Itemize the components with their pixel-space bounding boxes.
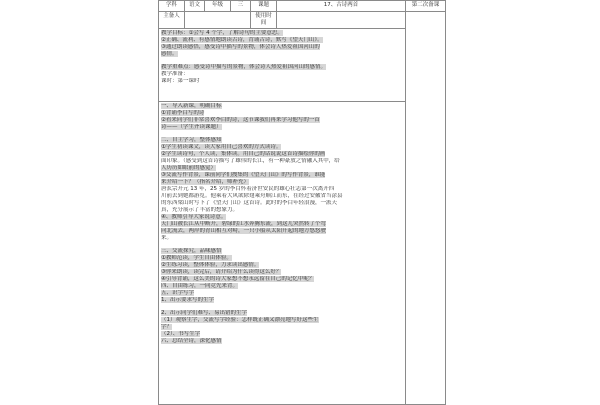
header-row <box>159 1 446 12</box>
step-line <box>161 110 403 117</box>
step-line-text: ③你来朗读，读完后，请介绍为什么读得这么好？ <box>161 269 282 275</box>
objective-line-text: 教学目标：①会写 4 个字，了解诗句的主要意思。 <box>161 30 283 36</box>
step-line-text: 一、导入新课，明确目标 <box>161 103 222 109</box>
step-line-text: 向北流去，两岸的青山相互对峙，一只小船从太阳升起的地方悠悠驶 <box>161 228 327 234</box>
step-line <box>161 269 403 276</box>
step-line <box>161 228 403 235</box>
step-line <box>161 179 403 186</box>
step-line <box>161 151 403 158</box>
objective-line-text: 教学准备： <box>161 71 189 77</box>
step-line <box>161 124 403 131</box>
preparer-value <box>185 12 251 29</box>
topic-value: 17、古诗两首 <box>277 1 406 12</box>
step-line-text: 三、交流探究，品味感悟 <box>161 248 222 254</box>
objective-line-text: 感情。 <box>161 51 178 57</box>
step-line <box>161 262 403 269</box>
lesson-plan-table <box>158 0 446 405</box>
step-line-text: ②生练习读，整体体验，力求读出感情。 <box>161 262 260 268</box>
second-prep-label: 第二次备课 <box>406 1 446 12</box>
step-line <box>161 235 403 242</box>
grade-label: 年级 <box>205 1 231 12</box>
step-line-text: 人历历如眼前的感觉） <box>161 165 217 171</box>
step-line-text: 的东西梁山时写下了《望天门山》这首诗。此时的李白年轻浪漫，一派天 <box>161 200 338 206</box>
step-line-text: ②看来同学们非常喜欢李白的诗，这节课我们再来学习他写的一首 <box>161 117 320 123</box>
objectives-row <box>159 29 446 102</box>
step-line <box>161 137 403 144</box>
step-line <box>161 103 403 110</box>
step-line <box>161 221 403 228</box>
step-line-text: ②学生读诗句，个人读，集体读。用自己的话说说这首诗描绘你的画 <box>161 151 326 157</box>
step-line-text: 唐玄宗开元 13 年，25 岁的李白怀着济世安民的雄心壮志第一次离开四 <box>161 186 335 192</box>
step-line <box>161 317 403 324</box>
objectives-block <box>161 30 403 85</box>
step-line-text: 四、自由练习，一同竞先来背。 <box>161 283 239 289</box>
objective-line <box>161 37 403 44</box>
step-line-text: 2、出示同学们难写、易出错的生字 <box>161 310 248 316</box>
objective-line-text: 教学重难点：感受诗中描写的景物，体会诗人热爱祖国河山的感情。 <box>161 64 327 70</box>
step-line <box>161 193 403 200</box>
step-line <box>161 144 403 151</box>
objective-line <box>161 44 403 51</box>
subject-value: 语文 <box>185 1 205 12</box>
step-line-text: 诗——（学生齐读课题） <box>161 124 222 130</box>
second-prep-column <box>406 12 446 405</box>
objective-line-text: 课时：第一课时 <box>161 78 200 84</box>
subject-label: 学科 <box>159 1 185 12</box>
objective-line-text: ②正确、流利、有感情地朗读古诗，背诵古诗，默写《望天门山》。 <box>161 37 323 43</box>
step-line-text: （1）观察生字，交流写字经验：怎样既正确又漂亮地写好这些生 <box>161 317 319 323</box>
date-value <box>277 12 406 29</box>
step-line <box>161 248 403 255</box>
step-line-text: 来。 <box>161 235 173 241</box>
step-line-text: 字？ <box>161 324 173 330</box>
step-line-text: ①教师范读，学生自由体验。 <box>161 255 232 261</box>
step-line-text: 真，充分展示了丰富的想象力。 <box>161 207 239 213</box>
step-line <box>161 283 403 290</box>
step-line <box>161 338 403 345</box>
step-line <box>161 117 403 124</box>
step-line-text: ①学生初读课文，读大家用自己喜欢的方式读诗。 <box>161 144 282 150</box>
step-line-text: ④引导背诵，这么美的诗大家想不想永远留在自己的记忆中呢？ <box>161 276 315 282</box>
teaching-steps-block <box>161 103 403 345</box>
step-line-text: ①背诵李白写的诗 <box>161 110 205 116</box>
grade-value: 三 <box>231 1 251 12</box>
step-line <box>161 200 403 207</box>
objective-line <box>161 51 403 58</box>
step-line <box>161 186 403 193</box>
step-line-text: ③交流写作背景，课前同学们搜集的《望天门山》的写作背景，谁能 <box>161 172 326 178</box>
step-line <box>161 290 403 297</box>
step-line <box>161 165 403 172</box>
step-line <box>161 324 403 331</box>
preparer-label: 主备人 <box>159 12 185 29</box>
preparer-row <box>159 12 446 29</box>
step-line-text: 五、识字写字 <box>161 290 195 296</box>
step-line <box>161 255 403 262</box>
objective-line <box>161 71 403 78</box>
step-line-text: 川前去到她都游览。他乘着大风欲除翅乘舟顺江而东，在经过安徽省当涂县 <box>161 193 343 199</box>
step-line-text: 六、总结全诗，深化感情 <box>161 338 222 344</box>
step-line <box>161 331 403 338</box>
step-line <box>161 310 403 317</box>
objective-line-text: ③通过朗读感悟，感受诗中描写的景物，体会诗人热爱祖国河山的 <box>161 44 320 50</box>
step-line <box>161 214 403 221</box>
step-line <box>161 207 403 214</box>
step-line-text: 1、出示要求写的生字 <box>161 297 214 303</box>
step-line <box>161 158 403 165</box>
step-line-text: 来介绍一下？（指名介绍，师补充） <box>161 179 250 185</box>
step-line-text: （2）、书写生字 <box>161 331 201 337</box>
steps-row <box>159 102 446 405</box>
objective-line <box>161 64 403 71</box>
objective-line <box>161 30 403 37</box>
step-line <box>161 297 403 304</box>
step-line-text: 二、自主学习，整体感知 <box>161 137 222 143</box>
date-label: 使用时间 <box>251 12 277 29</box>
step-line <box>161 172 403 179</box>
objective-line <box>161 78 403 85</box>
step-line <box>161 276 403 283</box>
step-line-text: 面印象。（感受到这首诗描写了雄伟的长江，有一种豪放之情融入其中，给 <box>161 158 340 164</box>
step-line-text: ④、教师引导大家说诗意。 <box>161 214 227 220</box>
step-line-text: 天门山被长江从中断开，碧绿的江水奔腾东流，到这儿突然转了个弯 <box>161 221 327 227</box>
topic-label: 课题 <box>251 1 277 12</box>
